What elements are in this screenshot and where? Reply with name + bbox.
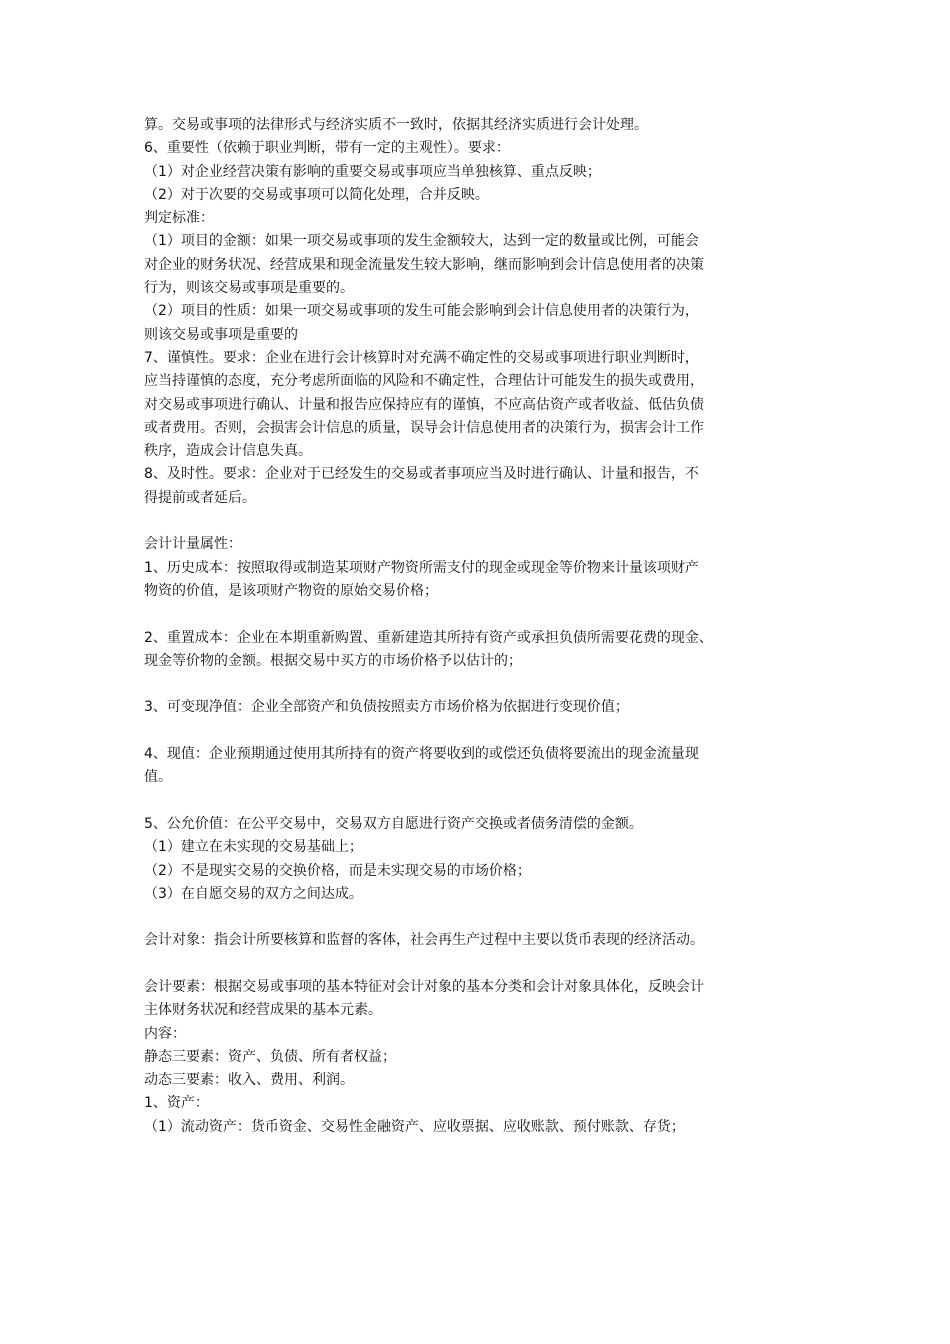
document-page	[144, 114, 819, 1139]
text-line: 会计对象：指会计所要核算和监督的客体，社会再生产过程中主要以货币表现的经济活动。	[144, 932, 704, 949]
text-line: 现金等价物的金额。根据交易中买方的市场价格予以估计的；	[144, 652, 522, 669]
text-line: 值。	[144, 769, 172, 786]
text-line: 7、谨慎性。要求：企业在进行会计核算时对充满不确定性的交易或事项进行职业判断时，	[144, 349, 699, 366]
text-line: 1、历史成本：按照取得或制造某项财产物资所需支付的现金或现金等价物来计量该项财产	[144, 559, 699, 576]
text-line: 8、及时性。要求：企业对于已经发生的交易或者事项应当及时进行确认、计量和报告，不	[144, 466, 699, 483]
text-line: 秩序，造成会计信息失真。	[144, 443, 312, 460]
text-line: 5、公允价值：在公平交易中，交易双方自愿进行资产交换或者债务清偿的金额。	[144, 815, 643, 832]
blank-line	[144, 673, 819, 696]
blank-line	[144, 953, 819, 976]
text-line: （2）不是现实交易的交换价格，而是未实现交易的市场价格；	[144, 862, 531, 879]
text-line: 对交易或事项进行确认、计量和报告应保持应有的谨慎，不应高估资产或者收益、低估负债	[144, 396, 704, 413]
text-line: 内容：	[144, 1025, 186, 1042]
text-line: （1）建立在未实现的交易基础上；	[144, 839, 363, 856]
text-line: 3、可变现净值：企业全部资产和负债按照卖方市场价格为依据进行变现价值；	[144, 699, 629, 716]
blank-line	[144, 510, 819, 533]
text-line: 动态三要素：收入、费用、利润。	[144, 1072, 354, 1089]
text-line: 应当持谨慎的态度，充分考虑所面临的风险和不确定性，合理估计可能发生的损失或费用，	[144, 373, 704, 390]
text-line: 对企业的财务状况、经营成果和现金流量发生较大影响，继而影响到会计信息使用者的决策	[144, 256, 704, 273]
text-line: 或者费用。否则，会损害会计信息的质量，误导会计信息使用者的决策行为，损害会计工作	[144, 419, 704, 436]
text-line: 判定标准：	[144, 210, 214, 227]
text-line: （2）项目的性质：如果一项交易或事项的发生可能会影响到会计信息使用者的决策行为，	[144, 303, 699, 320]
text-line: 则该交易或事项是重要的	[144, 326, 298, 343]
text-line: （3）在自愿交易的双方之间达成。	[144, 885, 363, 902]
blank-line	[144, 720, 819, 743]
text-line: 会计要素：根据交易或事项的基本特征对会计对象的基本分类和会计对象具体化，反映会计	[144, 978, 704, 995]
text-line: （1）流动资产：货币资金、交易性金融资产、应收票据、应收账款、预付账款、存货；	[144, 1118, 685, 1135]
blank-line	[144, 603, 819, 626]
text-line: 6、重要性（依赖于职业判断，带有一定的主观性）。要求：	[144, 140, 510, 157]
text-line: （1）对企业经营决策有影响的重要交易或事项应当单独核算、重点反映；	[144, 163, 601, 180]
text-line: 2、重置成本：企业在本期重新购置、重新建造其所持有资产或承担负债所需要花费的现金、	[144, 629, 713, 646]
text-line: 1、资产：	[144, 1095, 209, 1112]
text-line: 会计计量属性：	[144, 536, 242, 553]
text-line: 主体财务状况和经营成果的基本元素。	[144, 1002, 382, 1019]
text-line: （1）项目的金额：如果一项交易或事项的发生金额较大，达到一定的数量或比例，可能会	[144, 233, 699, 250]
blank-line	[144, 790, 819, 813]
text-line: 静态三要素：资产、负债、所有者权益；	[144, 1048, 396, 1065]
blank-line	[144, 906, 819, 929]
text-line: 得提前或者延后。	[144, 489, 256, 506]
text-line: （2）对于次要的交易或事项可以简化处理，合并反映。	[144, 186, 489, 203]
text-line: 4、现值：企业预期通过使用其所持有的资产将要收到的或偿还负债将要流出的现金流量现	[144, 746, 699, 763]
text-line: 物资的价值，是该项财产物资的原始交易价格；	[144, 582, 438, 599]
text-line: 行为，则该交易或事项是重要的。	[144, 280, 354, 297]
text-line: 算。交易或事项的法律形式与经济实质不一致时，依据其经济实质进行会计处理。	[144, 117, 648, 133]
